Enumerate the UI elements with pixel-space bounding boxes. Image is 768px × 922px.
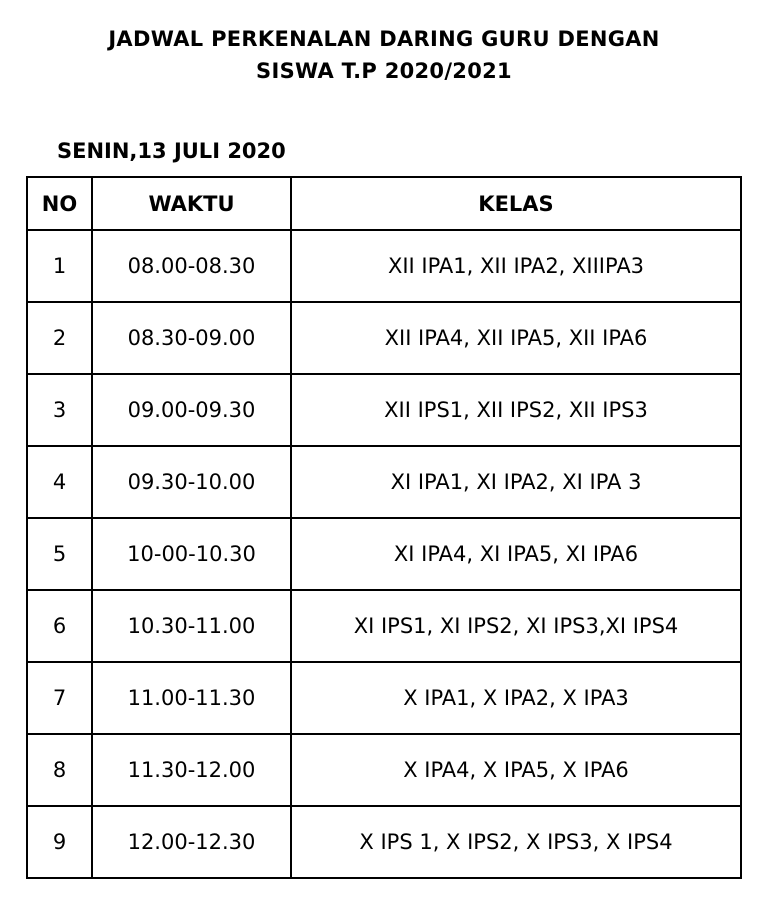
cell-waktu: 09.30-10.00 (92, 446, 291, 518)
cell-kelas: XI IPA4, XI IPA5, XI IPA6 (291, 518, 741, 590)
cell-no: 9 (27, 806, 92, 878)
cell-no: 2 (27, 302, 92, 374)
table-row (27, 806, 741, 878)
cell-no: 5 (27, 518, 92, 590)
cell-no: 6 (27, 590, 92, 662)
document-title-line-2: SISWA T.P 2020/2021 (256, 59, 512, 83)
cell-waktu: 11.00-11.30 (92, 662, 291, 734)
header-no: NO (27, 177, 92, 230)
cell-no: 4 (27, 446, 92, 518)
table-row (27, 446, 741, 518)
table-row (27, 518, 741, 590)
cell-kelas: XI IPA1, XI IPA2, XI IPA 3 (291, 446, 741, 518)
cell-waktu: 10.30-11.00 (92, 590, 291, 662)
cell-kelas: XI IPS1, XI IPS2, XI IPS3,XI IPS4 (291, 590, 741, 662)
cell-waktu: 09.00-09.30 (92, 374, 291, 446)
header-row (27, 177, 741, 230)
cell-no: 7 (27, 662, 92, 734)
cell-kelas: XII IPA1, XII IPA2, XIIIPA3 (291, 230, 741, 302)
table-row (27, 590, 741, 662)
header-waktu: WAKTU (92, 177, 291, 230)
cell-waktu: 11.30-12.00 (92, 734, 291, 806)
cell-kelas: XII IPA4, XII IPA5, XII IPA6 (291, 302, 741, 374)
day-heading: SENIN,13 JULI 2020 (57, 139, 286, 163)
table-row (27, 230, 741, 302)
cell-kelas: X IPA1, X IPA2, X IPA3 (291, 662, 741, 734)
table-row (27, 302, 741, 374)
cell-waktu: 10-00-10.30 (92, 518, 291, 590)
table-row (27, 374, 741, 446)
cell-kelas: X IPA4, X IPA5, X IPA6 (291, 734, 741, 806)
cell-no: 1 (27, 230, 92, 302)
cell-no: 3 (27, 374, 92, 446)
table-row (27, 734, 741, 806)
cell-waktu: 12.00-12.30 (92, 806, 291, 878)
cell-kelas: XII IPS1, XII IPS2, XII IPS3 (291, 374, 741, 446)
cell-kelas: X IPS 1, X IPS2, X IPS3, X IPS4 (291, 806, 741, 878)
cell-waktu: 08.30-09.00 (92, 302, 291, 374)
schedule-table (26, 176, 742, 879)
cell-waktu: 08.00-08.30 (92, 230, 291, 302)
table-row (27, 662, 741, 734)
document-title-line-1: JADWAL PERKENALAN DARING GURU DENGAN (108, 27, 660, 51)
header-kelas: KELAS (291, 177, 741, 230)
cell-no: 8 (27, 734, 92, 806)
